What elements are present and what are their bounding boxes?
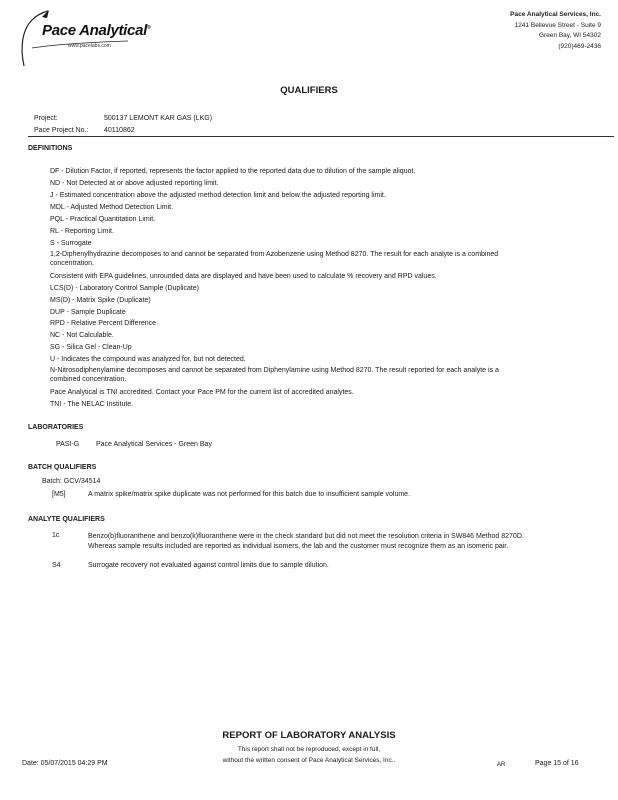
definition-item: Pace Analytical is TNI accredited. Contact your Pace PM for the current list of accredited analytes. [50, 389, 354, 397]
definition-item: LCS(D) - Laboratory Control Sample (Duplicate) [50, 284, 199, 292]
page-title: QUALIFIERS [280, 85, 338, 96]
project-info [34, 113, 212, 137]
definition-item: DF - Dilution Factor, if reported, represents the factor applied to the reported data due to dilution of the sample aliquot. [50, 168, 416, 175]
definition-item: TNI - The NELAC Institute. [50, 401, 134, 409]
definition-item: Consistent with EPA guidelines, unrounded data are displayed and have been used to calculate % recovery and RPD values. [50, 272, 437, 280]
definition-item: ND - Not Detected at or above adjusted reporting limit. [50, 179, 219, 187]
company-phone: (920)469-2436 [558, 42, 601, 50]
pace-project-value: 40110862 [104, 127, 135, 134]
analyte-qualifier-text: Surrogate recovery not evaluated against control limits due to sample dilution. [88, 562, 329, 569]
page-number: Page 15 of 16 [535, 760, 579, 767]
analyte-qualifier-code: 1c [52, 532, 60, 539]
batch-qualifier-row [52, 491, 552, 498]
analyte-qualifiers-heading: ANALYTE QUALIFIERS [28, 516, 105, 523]
laboratory-code: PASI-G [56, 441, 80, 448]
pace-project-label: Pace Project No.: [34, 127, 89, 134]
footer-notice-line-1: This report shall not be reproduced, except in full, [237, 746, 381, 753]
footer-notice-line-2: without the written consent of Pace Analytical Services, Inc.. [222, 757, 396, 764]
definition-item: S - Surrogate [50, 239, 92, 247]
batch-id: Batch: GCV/34514 [42, 478, 101, 485]
batch-qualifier-text: A matrix spike/matrix spike duplicate was not performed for this batch due to insufficient sample volume. [88, 491, 411, 498]
laboratories-heading: LABORATORIES [28, 424, 84, 431]
definitions-list [50, 166, 520, 411]
definition-item: DUP - Sample Duplicate [50, 308, 126, 316]
report-footer-title: REPORT OF LABORATORY ANALYSIS [222, 730, 396, 741]
ar-mark: AR [497, 762, 506, 768]
definition-item: 1,2-Diphenylhydrazine decomposes to and cannot be separated from Azobenzene using Method 8270. The result for each analyte is a combined concentration. [50, 250, 499, 267]
laboratory-name: Pace Analytical Services - Green Bay [96, 441, 212, 448]
address-line-1: 1241 Bellevue Street - Suite 9 [514, 21, 601, 29]
definition-item: SG - Silica Gel - Clean-Up [50, 344, 132, 352]
batch-qualifiers-heading: BATCH QUALIFIERS [28, 464, 97, 471]
definition-item: MDL - Adjusted Method Detection Limit. [50, 203, 174, 211]
project-value: 500137 LEMONT KAR GAS (LKG) [104, 115, 213, 122]
definition-item: N-Nitrosodiphenylamine decomposes and cannot be separated from Diphenylamine using Method 8270. The result reported for each analyte is a combined concentration. [50, 367, 499, 384]
project-label: Project: [34, 115, 58, 122]
definition-item: U - Indicates the compound was analyzed for, but not detected. [50, 356, 246, 364]
definition-item: PQL - Practical Quantitation Limit. [50, 215, 156, 223]
analyte-qualifier-code: S4 [52, 562, 61, 569]
logo-text: Pace Analytical® [42, 22, 151, 39]
definition-item: RL - Reporting Limit. [50, 227, 114, 235]
header-divider [28, 136, 614, 137]
company-name: Pace Analytical Services, Inc. [510, 11, 601, 18]
definition-item: J - Estimated concentration above the adjusted method detection limit and below the adjusted reporting limit. [50, 191, 386, 199]
laboratory-row [56, 441, 212, 448]
company-address [510, 10, 601, 52]
analyte-qualifier-text: Benzo(b)fluoranthene and benzo(k)fluoranthene were in the check standard but did not meet the resolution criteria in SW846 Method 8270D. Whereas sample results included are reported as individual isomers, the lab and the customer must recognize them as an isomeric pair. [88, 533, 524, 550]
definition-item: MS(D) - Matrix Spike (Duplicate) [50, 296, 151, 304]
definition-item: RPD - Relative Percent Difference [50, 320, 157, 328]
logo-url: www.pacelabs.com [68, 43, 111, 49]
definitions-heading: DEFINITIONS [28, 145, 73, 152]
batch-qualifier-code: [M5] [52, 491, 66, 498]
address-line-2: Green Bay, WI 54302 [538, 32, 601, 39]
report-date: Date: 05/07/2015 04:29 PM [22, 760, 108, 767]
definition-item: NC - Not Calculable. [50, 332, 114, 340]
